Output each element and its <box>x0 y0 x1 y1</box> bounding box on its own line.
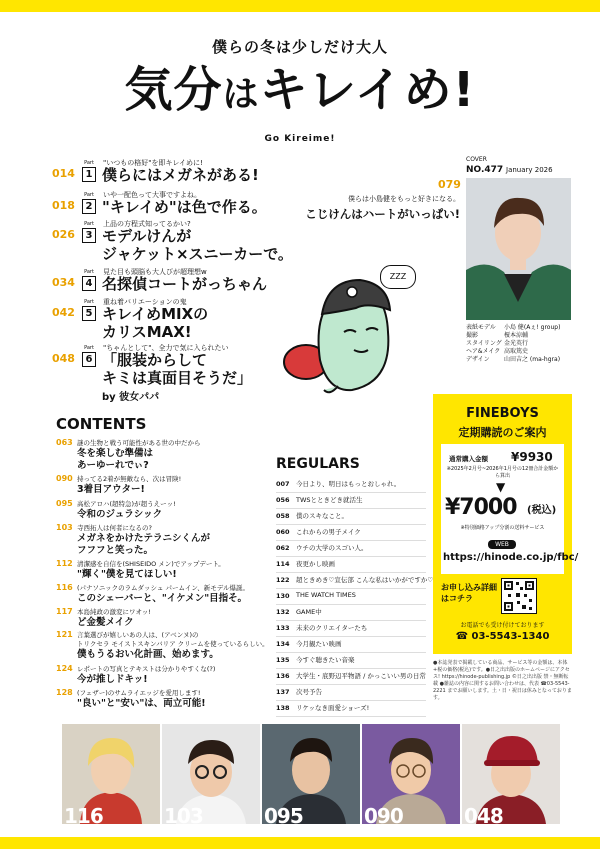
part-label: Part <box>84 160 94 166</box>
contents-page: 128 <box>56 688 73 697</box>
thumbnail-photo[interactable] <box>62 724 160 824</box>
thumbnail-page: 048 <box>464 804 503 824</box>
issue-number: NO.477 <box>466 165 504 175</box>
feature-page: 018 <box>52 199 75 212</box>
regulars-page: 135 <box>276 656 290 664</box>
regulars-title: 今すぐ聴きたい音楽 <box>296 656 355 664</box>
part-label: Part <box>84 192 94 198</box>
feature-caption: いや一配色って大事ですよね。 <box>103 191 201 199</box>
thumbnail-page: 095 <box>264 804 303 824</box>
regulars-title: 超ときめき♡宣伝部 こんな私はいかがですか♡ <box>296 576 434 584</box>
subscription-url[interactable]: https://hinode.co.jp/fbc/ <box>443 552 579 563</box>
cover-headline: こじけんはハートがいっぱい! <box>305 207 460 221</box>
regulars-item[interactable] <box>276 670 426 685</box>
part-number: 6 <box>82 352 96 367</box>
regulars-page: 130 <box>276 592 290 600</box>
contents-page: 103 <box>56 523 73 532</box>
part-label: Part <box>84 345 94 351</box>
regulars-title: 僕のスキなこと。 <box>296 512 348 520</box>
feature-headline: 僕らにはメガネがある! <box>102 166 259 184</box>
contents-caption: レポートの写真とテキストは分かりやすくな(?) <box>77 665 216 673</box>
regular-price-label: 通常購入金額 <box>449 455 488 463</box>
contents-title: 今が推しドキッ! <box>77 674 148 685</box>
feature-headline: 「服装からして <box>102 351 208 369</box>
regulars-item[interactable] <box>276 702 426 717</box>
regulars-heading: REGULARS <box>276 456 360 472</box>
phone-note: お電話でも受け付けております <box>460 622 545 629</box>
credit-row: 表紙モデル 小島 健(Aぇ! group) <box>466 324 561 331</box>
regulars-page: 058 <box>276 512 290 520</box>
thumbnail-photo[interactable] <box>362 724 460 824</box>
cover-page-num: 079 <box>438 178 461 191</box>
regulars-page: 132 <box>276 608 290 616</box>
feature-page: 048 <box>52 352 75 365</box>
cover-label: COVER <box>466 156 487 163</box>
special-price: ¥7000 <box>445 495 517 520</box>
regular-price: ¥9930 <box>511 450 553 464</box>
regulars-item[interactable] <box>276 558 426 573</box>
credits <box>466 324 576 364</box>
contents-page: 112 <box>56 559 73 568</box>
contents-title: 3着目アウター! <box>77 484 145 495</box>
contents-title: 僕もうるおい化計画、始めます。 <box>77 649 219 660</box>
contents-page: 090 <box>56 474 73 483</box>
regulars-item[interactable] <box>276 574 434 589</box>
speech-bubble <box>380 265 416 289</box>
service-note: ※特別価格アップ分割の送料サービス <box>460 525 545 531</box>
regulars-page: 138 <box>276 704 290 712</box>
contents-caption: 持ってる2着が無敵なら、次は冒険! <box>77 475 182 483</box>
contents-title: "輝く"僕を見てほしい! <box>77 569 177 580</box>
qr-code[interactable] <box>501 578 537 614</box>
phone-number[interactable]: 03-5543-1340 <box>471 631 550 642</box>
contents-title: このシェーバーと、"イケメン"目指そ。 <box>77 593 247 604</box>
thumbnail-photo[interactable] <box>262 724 360 824</box>
credit-row: スタイリング 金光英行 <box>466 340 529 347</box>
feature-headline: 名探偵コートがっちゃん <box>102 275 268 293</box>
feature-caption: "ちゃんとして"、全力で気に入られたい <box>103 344 229 352</box>
regulars-page: 062 <box>276 544 290 552</box>
contents-caption: (フェザー)のサムライエッジを愛用します! <box>77 689 201 697</box>
contents-title: "良い"と"安い"は、両立可能! <box>77 698 206 709</box>
feature-page: 034 <box>52 276 75 289</box>
thumbnail-page: 090 <box>364 804 403 824</box>
feature-headline: キレイめMIXの <box>102 305 209 323</box>
regulars-title: 夜更かし映画 <box>296 560 335 568</box>
thumbnail-photo[interactable] <box>462 724 560 824</box>
regulars-page: 134 <box>276 640 290 648</box>
feature-headline: ジャケット×スニーカーで。 <box>102 245 293 263</box>
feature-headline: カリスMAX! <box>102 323 192 341</box>
title-part2: は <box>222 74 260 115</box>
regulars-title: 未来のクリエイターたち <box>296 624 368 632</box>
regulars-item[interactable] <box>276 510 426 525</box>
contents-caption: 言葉選びが嬉しいあの人は、(アベンヌ)の <box>77 631 199 639</box>
page-title <box>0 60 600 125</box>
phone-number-row <box>433 631 572 642</box>
contents-heading: CONTENTS <box>56 415 147 433</box>
regulars-item[interactable] <box>276 606 426 621</box>
contents-caption: 謎の生物と戦う可能性がある世の中だから <box>77 439 201 447</box>
feature-headline: "キレイめ"は色で作る。 <box>102 198 267 216</box>
feature-byline: by 彼女パパ <box>102 392 160 403</box>
regulars-title: 大学生・底野辺平物語 / かっこいい男の日常 <box>296 672 426 680</box>
credit-row: ヘア&メイク 高取篤史 <box>466 348 529 355</box>
regulars-item[interactable] <box>276 478 426 493</box>
regulars-title: 今月観たい映画 <box>296 640 342 648</box>
feature-page: 014 <box>52 167 75 180</box>
phone-icon: ☎ <box>455 631 472 642</box>
regulars-item[interactable] <box>276 686 426 701</box>
part-number: 4 <box>82 276 96 291</box>
part-number: 3 <box>82 228 96 243</box>
bubble-text: ZZZ <box>389 272 407 281</box>
regulars-item[interactable] <box>276 622 426 637</box>
contents-title: 令和のジュラシック <box>77 509 163 520</box>
feature-headline: キミは真面目そうだ」 <box>102 369 253 387</box>
title-part1: 気分 <box>124 62 223 118</box>
part-number: 5 <box>82 306 96 321</box>
subscription-panel <box>433 394 579 654</box>
top-yellow-band <box>0 0 600 12</box>
part-label: Part <box>84 269 94 275</box>
footnotes: ●本誌発表で掲載している商品、サービス等の金額は、本体+税の価格(税込)です。●日之出出版のホームページにアクセス! https://hinode-publishing.jp ©日之出出版 禁・無断転載 ●雑誌の内容に関するお問い合わせは、代表 ☎03-5543-2221 までお願いします。土・日・祝日は休みとなっております。 <box>433 660 572 701</box>
thumbnail-page: 116 <box>64 804 103 824</box>
contents-caption: 高松アロハ(超特急)が超うえーッ! <box>77 500 176 508</box>
feature-headline: モデルけんが <box>102 227 192 245</box>
regulars-title: 次号予告 <box>296 688 322 696</box>
regulars-page: 137 <box>276 688 290 696</box>
regulars-title: THE WATCH TIMES <box>296 591 356 599</box>
period-note: ※2025年2月号~2026年1月号の12冊合計金額から算出 <box>446 466 559 479</box>
contents-caption: 本島純政の激変にワオッ! <box>77 608 151 616</box>
part-number: 2 <box>82 199 96 214</box>
contents-title: フフフと笑った。 <box>77 545 154 556</box>
tax-label: (税込) <box>527 505 557 516</box>
contents-page: 063 <box>56 438 73 447</box>
feature-caption: "いつもの格好"を即キレイめに! <box>103 159 203 167</box>
contents-title: メガネをかけたテラニシくんが <box>77 533 211 544</box>
contents-page: 095 <box>56 499 73 508</box>
regulars-title: ウチの大学のスゴい人。 <box>296 544 368 552</box>
feature-caption: 見た目も頭脳も大人びが超理想w <box>103 268 207 276</box>
bottom-yellow-band <box>0 837 600 849</box>
regulars-title: リケッなき面愛ショーズ! <box>296 704 370 712</box>
regulars-title: 今日より、明日はもっとおしゃれ。 <box>296 480 401 488</box>
regulars-item[interactable] <box>276 638 426 653</box>
regulars-page: 122 <box>276 576 290 584</box>
contents-caption: 清潔感を自信を(SHISEIDO メン)でアップデート。 <box>77 560 225 568</box>
title-part3: キレイめ! <box>259 62 476 118</box>
regulars-page: 007 <box>276 480 290 488</box>
contents-page: 116 <box>56 583 73 592</box>
feature-caption: 重ね着バリエーションの鬼 <box>103 298 187 306</box>
contents-caption: (パナソニックのラムダッシュ パームイン、新モデル爆誕。 <box>77 584 249 592</box>
brand-name: FINEBOYS <box>466 406 539 421</box>
regulars-title: TWSとときどき就活生 <box>296 496 363 504</box>
down-arrow-icon: ▼ <box>496 480 506 494</box>
regulars-page: 114 <box>276 560 290 568</box>
regulars-page: 060 <box>276 528 290 536</box>
regulars-page: 056 <box>276 496 290 504</box>
regulars-title: これからの男子メイク <box>296 528 361 536</box>
contents-title: ど金髪メイク <box>77 617 134 628</box>
regulars-item[interactable] <box>276 590 426 605</box>
web-badge: WEB <box>488 540 516 549</box>
subscription-heading: 定期購読のご案内 <box>458 426 547 439</box>
part-number: 1 <box>82 167 96 182</box>
feature-page: 026 <box>52 228 75 241</box>
regulars-page: 133 <box>276 624 290 632</box>
feature-page: 042 <box>52 306 75 319</box>
thumbnail-photo[interactable] <box>162 724 260 824</box>
qr-note: お申し込み詳細はコチラ <box>441 583 497 603</box>
contents-page: 117 <box>56 607 73 616</box>
contents-page: 124 <box>56 664 73 673</box>
regulars-title: GAME中 <box>296 608 322 616</box>
cover-caption: 僕らは小島健をもっと好きになる。 <box>348 195 460 203</box>
regulars-item[interactable] <box>276 494 426 509</box>
contents-title: 冬を楽しむ準備は <box>77 448 154 459</box>
issue-date: January 2026 <box>506 166 553 174</box>
regulars-item[interactable] <box>276 542 426 557</box>
feature-caption: 上品の方程式知ってるかい? <box>103 220 191 228</box>
contents-caption: 寺西拓人は何者になるの? <box>77 524 152 532</box>
contents-page: 121 <box>56 630 73 639</box>
thumbnail-page: 103 <box>164 804 203 824</box>
part-label: Part <box>84 221 94 227</box>
regulars-item[interactable] <box>276 526 426 541</box>
regulars-item[interactable] <box>276 654 426 669</box>
regulars-page: 136 <box>276 672 290 680</box>
contents-caption: トリクセラ モイストスキンバリア クリームを使っているらしい。 <box>77 640 269 648</box>
page-subtitle: 僕らの冬は少しだけ大人 <box>211 38 388 56</box>
part-label: Part <box>84 299 94 305</box>
contents-title: あーゆーれでぃ? <box>77 460 149 471</box>
credit-row: デザイン 山田吉之 (ma-hgra) <box>466 356 561 363</box>
title-english: Go Kireime! <box>264 134 336 144</box>
credit-row: 撮影 榎本涼輔 <box>466 332 529 339</box>
price-box <box>441 444 579 574</box>
cover-photo <box>466 178 571 320</box>
